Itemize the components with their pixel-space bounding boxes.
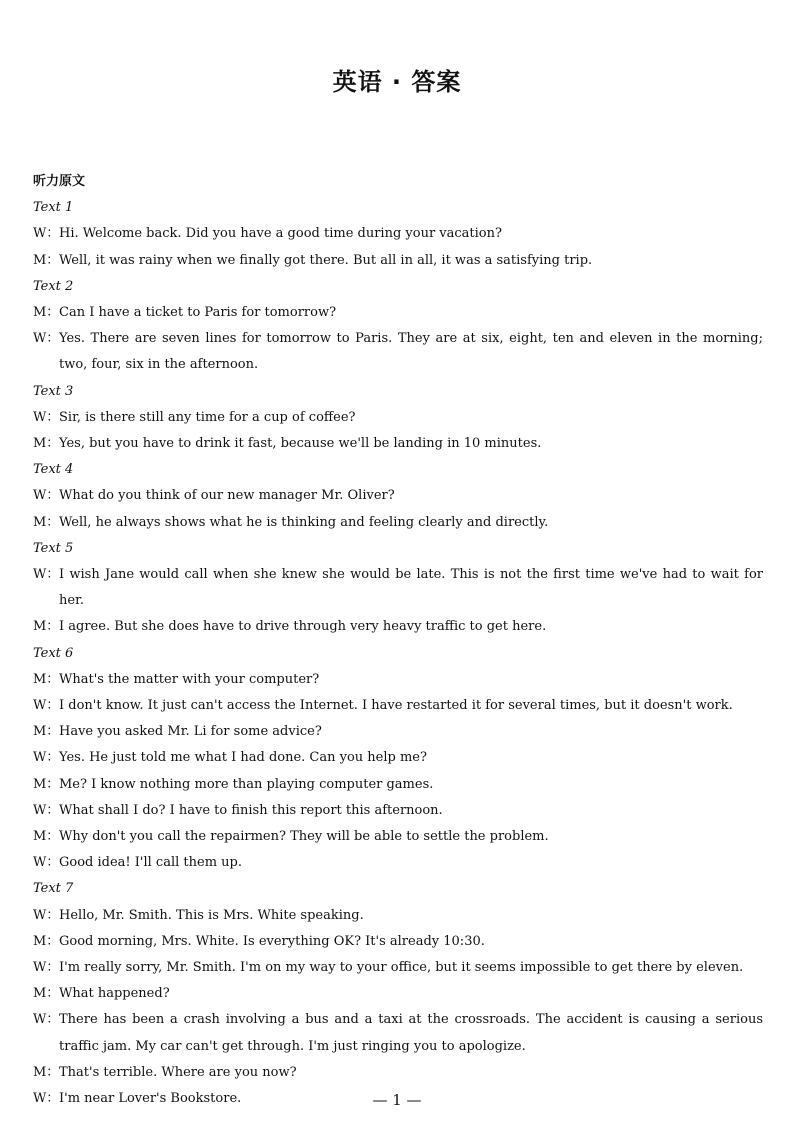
dialogue-line (33, 929, 763, 955)
dialogue-line (33, 614, 763, 640)
dialogue-text: What shall I do? I have to finish this report this afternoon. (59, 802, 443, 818)
dialogue-line (33, 955, 763, 981)
speaker-label: W： (33, 750, 60, 766)
dialogue-text: What do you think of our new manager Mr. Oliver? (59, 488, 395, 504)
dialogue-line (33, 431, 763, 457)
speaker-label: M： (33, 933, 60, 949)
speaker-label: W： (33, 959, 60, 975)
speaker-label: W： (33, 855, 60, 871)
text-label-5: Text 5 (33, 540, 74, 556)
dialogue-text: There has been a crash involving a bus and a taxi at the crossroads. The accident is causing a serious traffic jam. My car can't get through. I'm just ringing you to apologize. (59, 1012, 763, 1054)
dialogue-text: Well, it was rainy when we finally got there. But all in all, it was a satisfying trip. (59, 252, 593, 268)
dialogue-line (33, 562, 763, 614)
text-label-7: Text 7 (33, 881, 74, 897)
dialogue-line (33, 1007, 763, 1059)
section-heading: 听力原文 (33, 174, 86, 189)
speaker-label: M： (33, 828, 60, 844)
dialogue-line (33, 745, 763, 771)
transcript-content (33, 169, 763, 1112)
dialogue-line (33, 248, 763, 274)
dialogue-line (33, 903, 763, 929)
speaker-label: W： (33, 802, 60, 818)
dialogue-text: Sir, is there still any time for a cup of coffee? (59, 409, 356, 425)
text-label-4: Text 4 (33, 462, 74, 478)
dialogue-text: I'm really sorry, Mr. Smith. I'm on my way to your office, but it seems impossible to get there by eleven. (59, 959, 744, 975)
dialogue-text: Me? I know nothing more than playing computer games. (59, 776, 434, 792)
text-label-2: Text 2 (33, 278, 74, 294)
speaker-label: M： (33, 1064, 60, 1080)
speaker-label: M： (33, 304, 60, 320)
dialogue-text: What happened? (59, 986, 170, 1002)
dialogue-text: Have you asked Mr. Li for some advice? (59, 724, 322, 740)
speaker-label: W： (33, 566, 60, 582)
dialogue-line (33, 667, 763, 693)
page-title: 英语 · 答案 (332, 68, 462, 96)
text-label-6: Text 6 (33, 645, 74, 661)
speaker-label: W： (33, 1090, 60, 1106)
dialogue-line (33, 719, 763, 745)
dialogue-text: Yes. There are seven lines for tomorrow to Paris. They are at six, eight, ten and eleven in the morning; two, four, six in the afternoon. (59, 331, 763, 373)
dialogue-line (33, 772, 763, 798)
dialogue-line (33, 693, 763, 719)
dialogue-text: Yes, but you have to drink it fast, because we'll be landing in 10 minutes. (59, 435, 542, 451)
dialogue-text: Well, he always shows what he is thinking and feeling clearly and directly. (59, 514, 549, 530)
speaker-label: W： (33, 226, 60, 242)
dialogue-line (33, 850, 763, 876)
dialogue-text: Good idea! I'll call them up. (59, 855, 242, 871)
speaker-label: M： (33, 724, 60, 740)
dialogue-line (33, 300, 763, 326)
dialogue-text: Why don't you call the repairmen? They will be able to settle the problem. (59, 828, 549, 844)
dialogue-line (33, 1060, 763, 1086)
dialogue-line (33, 510, 763, 536)
dialogue-text: That's terrible. Where are you now? (59, 1064, 297, 1080)
speaker-label: W： (33, 409, 60, 425)
dialogue-line (33, 824, 763, 850)
speaker-label: W： (33, 1012, 60, 1028)
dialogue-text: I wish Jane would call when she knew she would be late. This is not the first time we've had to wait for her. (59, 566, 763, 609)
dialogue-text: Can I have a ticket to Paris for tomorrow? (59, 304, 337, 320)
text-label-3: Text 3 (33, 383, 74, 399)
speaker-label: M： (33, 514, 60, 530)
dialogue-line (33, 405, 763, 431)
speaker-label: M： (33, 986, 60, 1002)
dialogue-text: I'm near Lover's Bookstore. (59, 1090, 242, 1106)
speaker-label: M： (33, 619, 60, 635)
dialogue-line (33, 326, 763, 378)
dialogue-line (33, 798, 763, 824)
speaker-label: M： (33, 435, 60, 451)
dialogue-line (33, 483, 763, 509)
speaker-label: W： (33, 488, 60, 504)
dialogue-line (33, 981, 763, 1007)
dialogue-text: Yes. He just told me what I had done. Can you help me? (59, 750, 427, 766)
speaker-label: M： (33, 776, 60, 792)
speaker-label: W： (33, 907, 60, 923)
speaker-label: W： (33, 331, 60, 347)
dialogue-line (33, 221, 763, 247)
dialogue-text: Good morning, Mrs. White. Is everything OK? It's already 10:30. (59, 933, 485, 949)
text-label-1: Text 1 (33, 200, 74, 216)
speaker-label: W： (33, 697, 60, 713)
dialogue-text: I don't know. It just can't access the Internet. I have restarted it for several times, but it doesn't work. (59, 697, 733, 713)
speaker-label: M： (33, 252, 60, 268)
page-number: — 1 — (372, 1091, 422, 1109)
dialogue-text: Hello, Mr. Smith. This is Mrs. White speaking. (59, 907, 364, 923)
speaker-label: M： (33, 671, 60, 687)
dialogue-text: Hi. Welcome back. Did you have a good time during your vacation? (59, 226, 502, 242)
dialogue-text: What's the matter with your computer? (59, 671, 320, 687)
dialogue-text: I agree. But she does have to drive through very heavy traffic to get here. (59, 619, 547, 635)
